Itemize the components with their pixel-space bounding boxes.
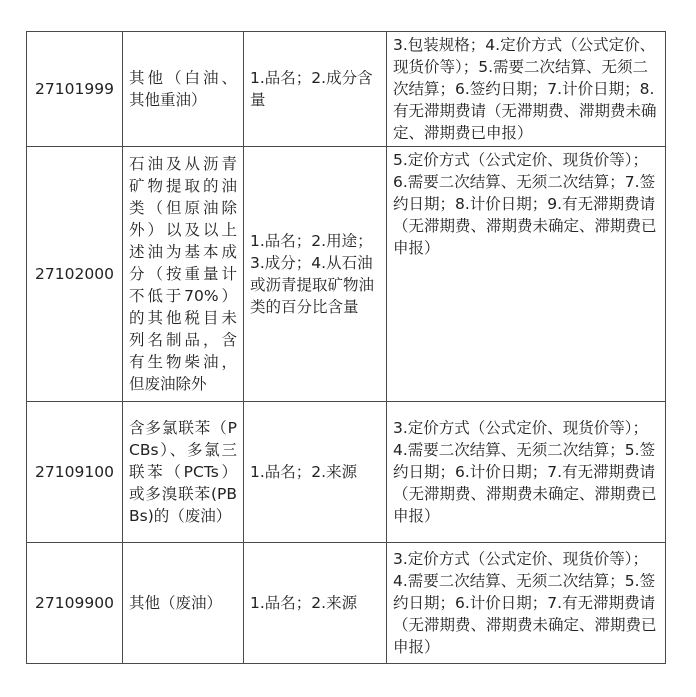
hs-code-cell: 27102000 [27, 147, 123, 402]
required-elements-cell: 1.品名；2.来源 [244, 402, 387, 543]
description-cell: 其他（白油、其他重油） [123, 32, 244, 147]
required-elements-cell: 1.品名；2.成分含量 [244, 32, 387, 147]
hs-code-cell: 27101999 [27, 32, 123, 147]
required-elements-cell: 1.品名；2.用途；3.成分；4.从石油或沥青提取矿物油类的百分比含量 [244, 147, 387, 402]
description-cell: 其他（废油） [123, 543, 244, 664]
other-elements-cell: 5.定价方式（公式定价、现货价等）；6.需要二次结算、无须二次结算；7.签约日期；8.计价日期；9.有无滞期费请（无滞期费、滞期费未确定、滞期费已申报） [387, 147, 666, 402]
table-row [27, 543, 666, 664]
hs-code-cell: 27109900 [27, 543, 123, 664]
description-cell: 石油及从沥青矿物提取的油类（但原油除外）以及以上述油为基本成分（按重量计不低于70%）的其他税目未列名制品，含有生物柴油，但废油除外 [123, 147, 244, 402]
other-elements-cell: 3.定价方式（公式定价、现货价等）；4.需要二次结算、无须二次结算；5.签约日期；6.计价日期；7.有无滞期费请（无滞期费、滞期费未确定、滞期费已申报） [387, 402, 666, 543]
hs-code-cell: 27109100 [27, 402, 123, 543]
other-elements-cell: 3.包装规格；4.定价方式（公式定价、现货价等）；5.需要二次结算、无须二次结算；6.签约日期；7.计价日期；8.有无滞期费请（无滞期费、滞期费未确定、滞期费已申报） [387, 32, 666, 147]
other-elements-cell: 3.定价方式（公式定价、现货价等）；4.需要二次结算、无须二次结算；5.签约日期；6.计价日期；7.有无滞期费请（无滞期费、滞期费未确定、滞期费已申报） [387, 543, 666, 664]
required-elements-cell: 1.品名；2.来源 [244, 543, 387, 664]
declaration-elements-table [26, 31, 666, 664]
table-row [27, 402, 666, 543]
document-page [26, 31, 665, 664]
description-cell: 含多氯联苯（PCBs）、多氯三联苯（PCTs）或多溴联苯(PBBs)的（废油） [123, 402, 244, 543]
table-row [27, 32, 666, 147]
table-row [27, 147, 666, 402]
